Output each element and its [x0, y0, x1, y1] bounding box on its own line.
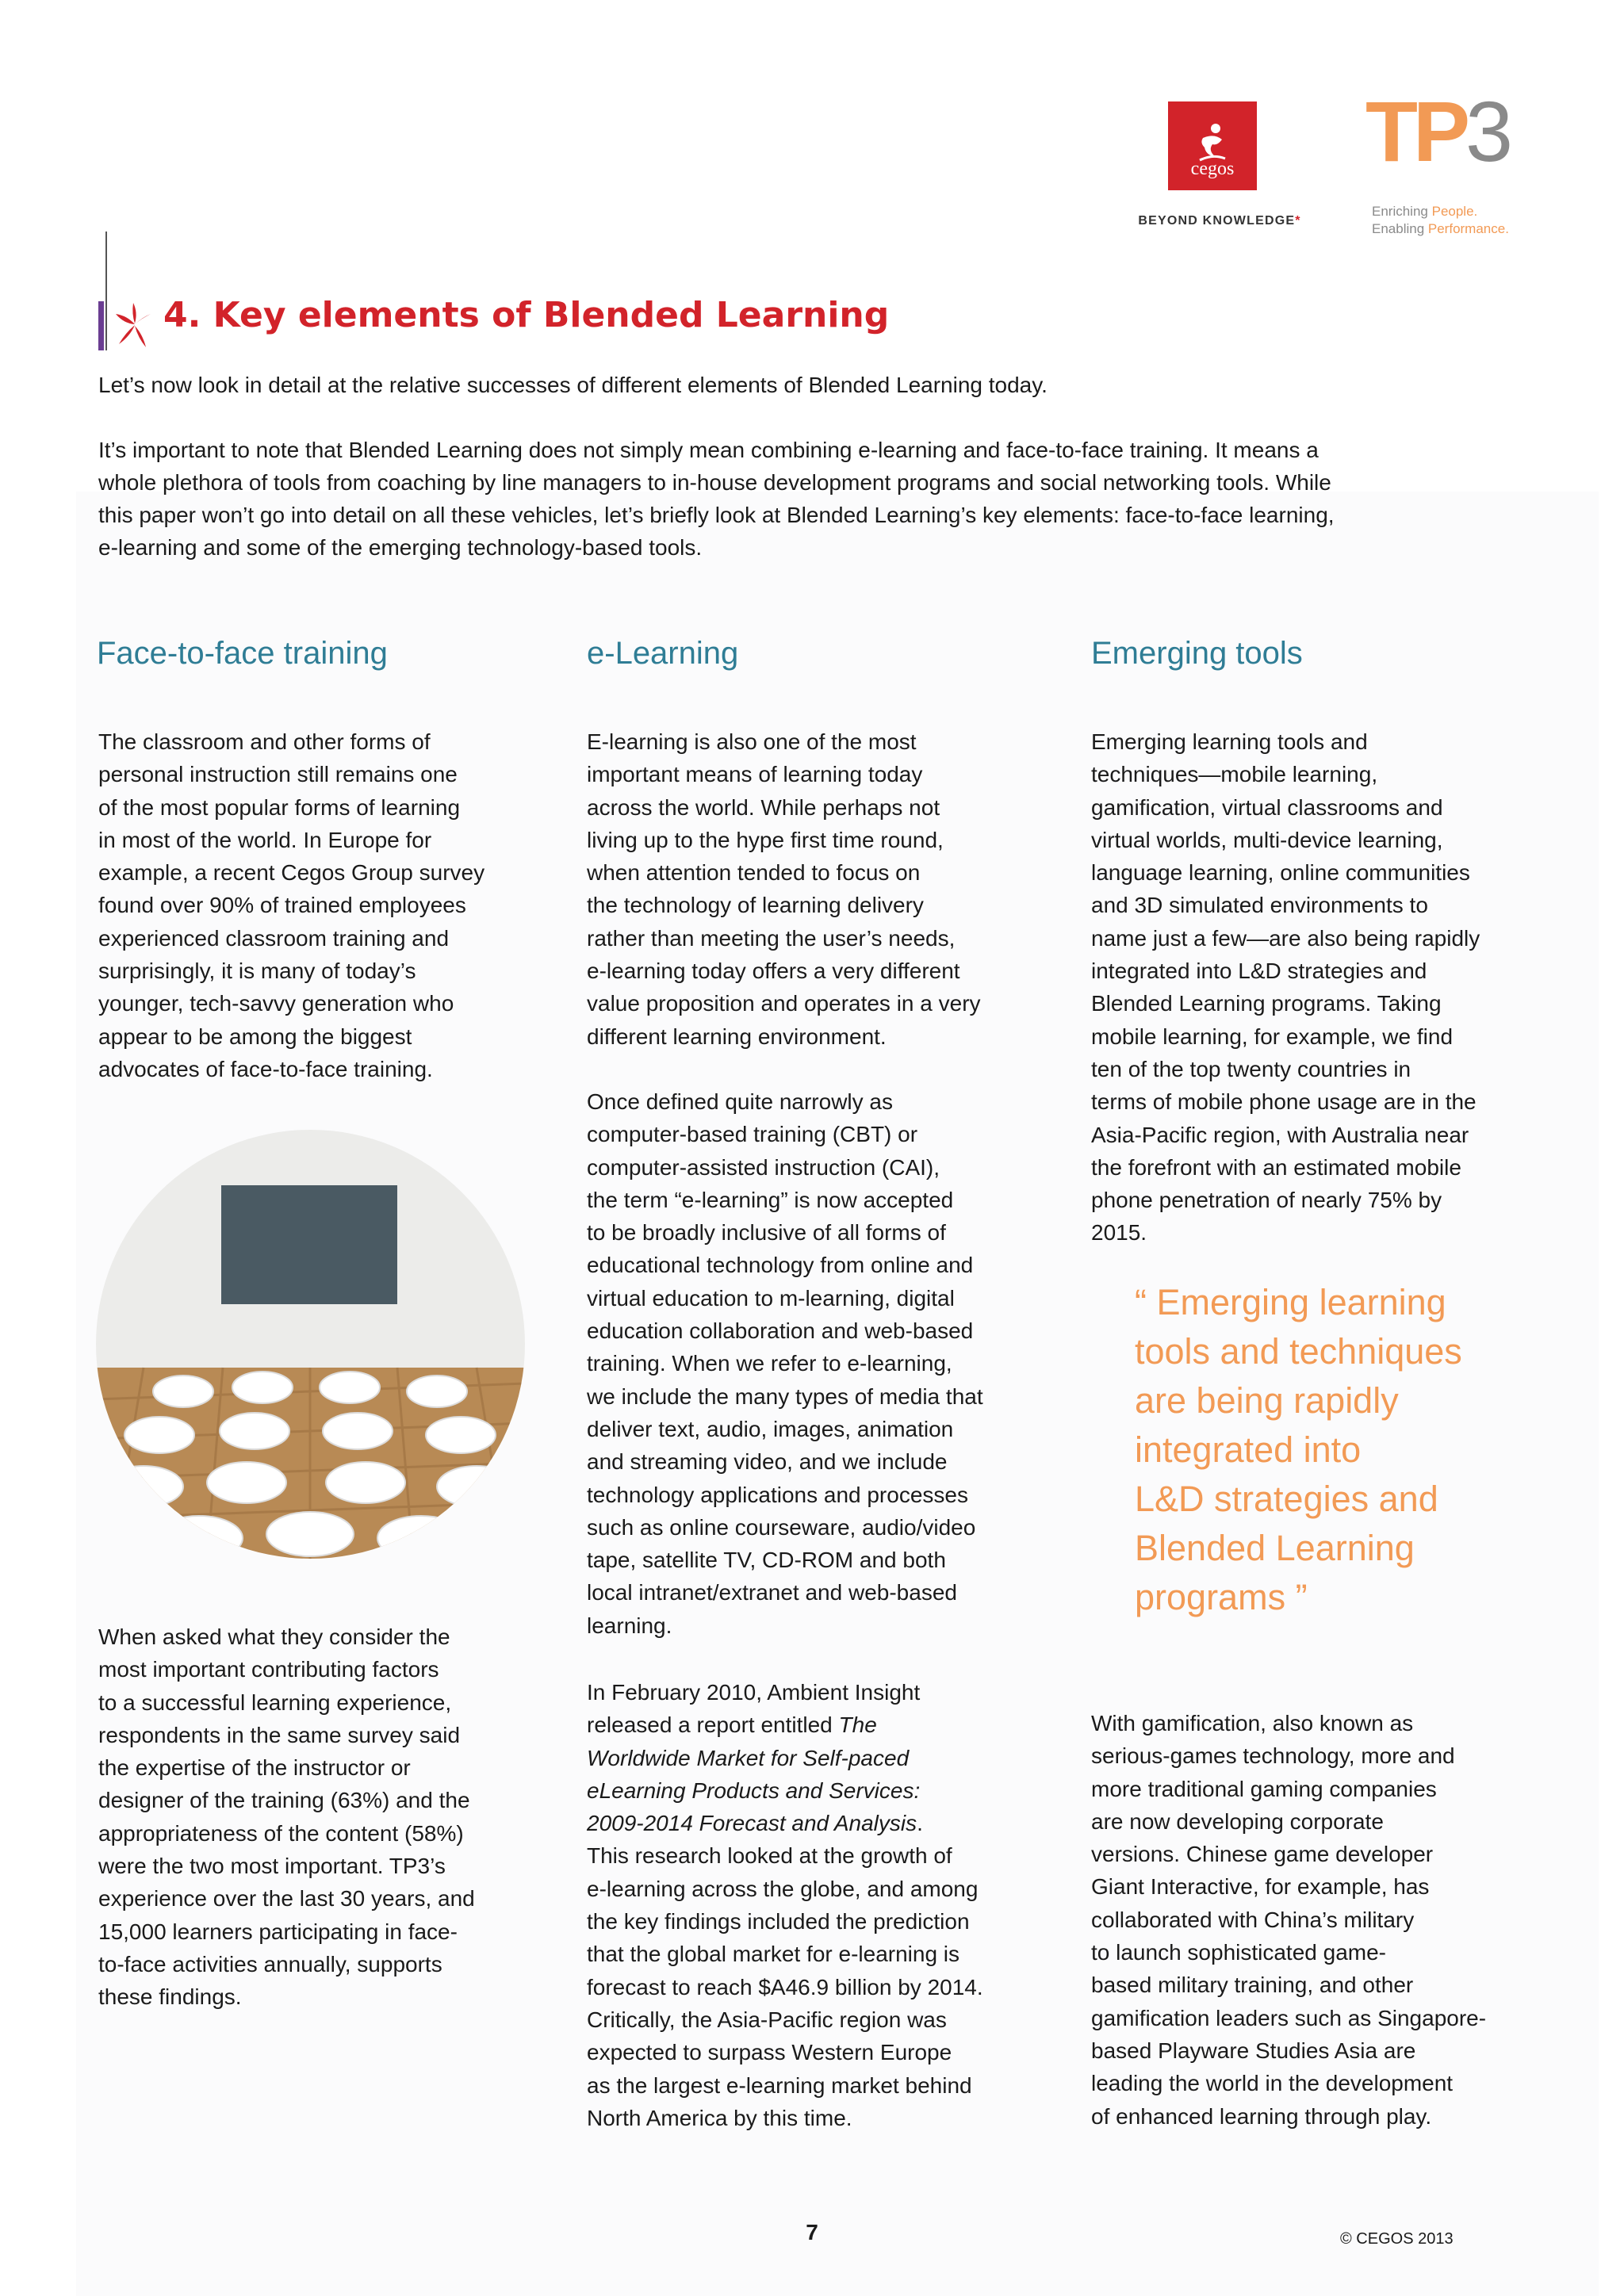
pull-quote: “ Emerging learning tools and techniques are being rapidly integrated into L&D strategies and Blended Learning programs ”	[1135, 1282, 1462, 1617]
intro-line: this paper won’t go into detail on all these vehicles, let’s briefly look at Blended Learning’s key elements: face-to-face learning,	[98, 503, 1335, 527]
emerging-tools-paragraph-1: Emerging learning tools and techniques—mobile learning, gamification, virtual classrooms and virtual worlds, multi-device learning, language learning, online communities and 3D simulated environments to name just a few—are also being rapidly integrated into L&D strategies and Blended Learning programs. Taking mobile learning, for example, we find ten of the top twenty countries in terms of mobile phone usage are in the Asia-Pacific region, with Australia near the forefront with an estimated mobile phone penetration of nearly 75% by 2015.	[1091, 729, 1480, 1246]
divider-line	[105, 232, 107, 350]
copyright: © CEGOS 2013	[1340, 2230, 1454, 2248]
report-title: Worldwide Market for Self-paced	[587, 1745, 910, 1770]
tp3-tagline: Enriching People. Enabling Performance.	[1372, 204, 1509, 236]
intro-paragraph-2	[98, 434, 1526, 564]
e-learning-paragraph-2: Once defined quite narrowly as computer-based training (CBT) or computer-assisted instruction (CAI), the term “e-learning” is now accepted to be broadly inclusive of all forms of educational technology from online and virtual education to m-learning, digital education collaboration and web-based training. When we refer to e-learning, we include the many types of media that deliver text, audio, images, animation and streaming video, and we include technology applications and processes such as online courseware, audio/video tape, satellite TV, CD-ROM and both local intranet/extranet and web-based learning.	[587, 1089, 983, 1638]
page-number: 7	[806, 2220, 818, 2244]
intro-paragraph-1: Let’s now look in detail at the relative successes of different elements of Blended Learning today.	[98, 373, 1048, 397]
face-to-face-paragraph-1: The classroom and other forms of personal instruction still remains one of the most popular forms of learning in most of the world. In Europe for example, a recent Cegos Group survey found over 90% of trained employees experienced classroom training and surprisingly, it is many of today’s younger, tech-savvy generation who appear to be among the biggest advocates of face-to-face training.	[98, 729, 485, 1081]
classroom-photo	[96, 1130, 525, 1559]
tp3-logo: TP3	[1365, 83, 1514, 179]
section-title: 4. Key elements of Blended Learning	[163, 295, 890, 335]
blackboard	[221, 1185, 397, 1304]
report-title: eLearning Products and Services:	[587, 1777, 921, 1803]
e-learning-paragraph-1: E-learning is also one of the most important means of learning today across the world. While perhaps not living up to the hype first time round, when attention tended to focus on the technology of learning delivery rather than meeting the user’s needs, e-learning today offers a very different value proposition and operates in a very different learning environment.	[587, 729, 981, 1049]
face-to-face-paragraph-2: When asked what they consider the most important contributing factors to a successful learning experience, respondents in the same survey said the expertise of the instructor or designer of the training (63%) and the appropriateness of the content (58%) were the two most important. TP3’s experience over the last 30 years, and 15,000 learners participating in face- to-face activities annually, supports these findings.	[98, 1624, 475, 2010]
heading-e-learning: e-Learning	[587, 636, 739, 671]
emerging-tools-paragraph-2: With gamification, also known as serious-games technology, more and more traditional gaming companies are now developing corporate versions. Chinese game developer Giant Interactive, for example, has collaborated with China’s military to launch sophisticated game- based military training, and other gamification leaders such as Singapore- based Playware Studies Asia are leading the world in the development of enhanced learning through play.	[1091, 1711, 1487, 2129]
intro-line: e-learning and some of the emerging technology-based tools.	[98, 535, 703, 560]
asterisk-icon	[111, 300, 155, 352]
report-title: 2009-2014 Forecast and Analysis	[587, 1811, 917, 1836]
heading-face-to-face: Face-to-face training	[97, 636, 388, 671]
report-title: The	[838, 1712, 877, 1738]
intro-line: It’s important to note that Blended Learning does not simply mean combining e-learning and face-to-face training. It means a	[98, 438, 1319, 462]
cegos-tagline: BEYOND KNOWLEDGE*	[1138, 214, 1301, 228]
cegos-logo-word: cegos	[1190, 159, 1235, 179]
heading-emerging-tools: Emerging tools	[1091, 636, 1303, 671]
e-learning-paragraph-3: In February 2010, Ambient Insight released a report entitled The Worldwide Market for Self-paced eLearning Products and Services: 2009-2014 Forecast and Analysis. This research looked at the growth of e-learning across the globe, and among the key findings included the prediction that the global market for e-learning is forecast to reach $A46.9 billion by 2014. Critically, the Asia-Pacific region was expected to surpass Western Europe as the largest e-learning market behind North America by this time.	[587, 1680, 983, 2130]
accent-bar	[98, 301, 104, 350]
intro-line: whole plethora of tools from coaching by line managers to in-house development programs and social networking tools. While	[98, 470, 1331, 495]
